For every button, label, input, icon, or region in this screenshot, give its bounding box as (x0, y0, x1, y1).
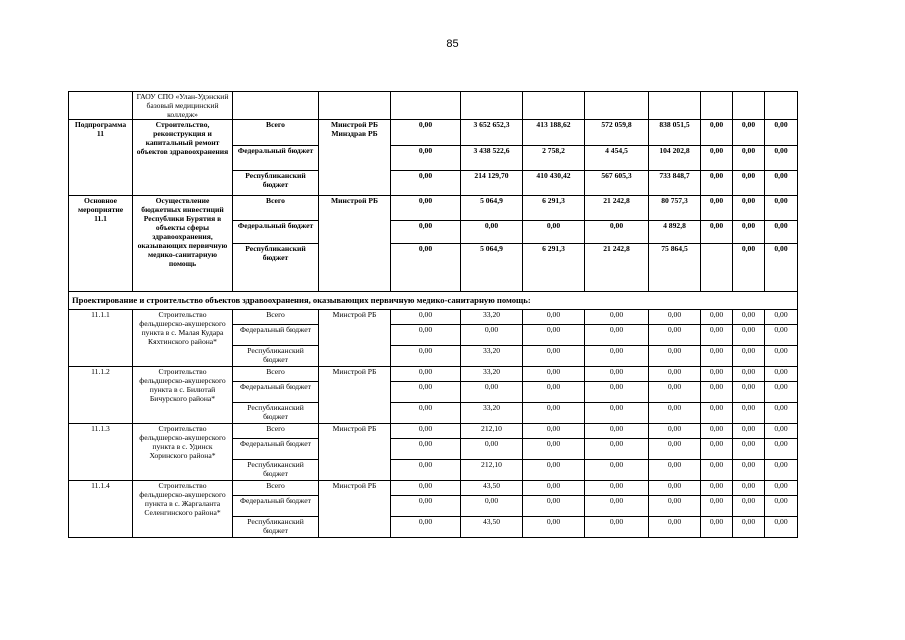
value-cell: 0,00 (765, 221, 798, 244)
value-cell: 0,00 (391, 310, 461, 325)
value-cell: 0,00 (523, 460, 585, 481)
row-code-cell: Подпрограмма 11 (69, 120, 133, 196)
value-cell: 0,00 (701, 196, 733, 221)
value-cell: 0,00 (765, 382, 798, 403)
value-cell: 0,00 (585, 346, 649, 367)
value-cell: 0,00 (765, 196, 798, 221)
value-cell: 0,00 (391, 146, 461, 171)
value-cell: 0,00 (733, 244, 765, 292)
value-cell: 33,20 (461, 403, 523, 424)
value-cell: 0,00 (391, 460, 461, 481)
value-cell (701, 244, 733, 292)
value-cell: 0,00 (391, 120, 461, 146)
value-cell: 0,00 (649, 310, 701, 325)
funding-source-cell: Республиканский бюджет (233, 171, 319, 196)
value-cell: 0,00 (585, 517, 649, 538)
value-cell: 0,00 (701, 517, 733, 538)
funding-source-cell: Всего (233, 481, 319, 496)
value-cell: 0,00 (733, 367, 765, 382)
value-cell: 75 864,5 (649, 244, 701, 292)
value-cell: 2 758,2 (523, 146, 585, 171)
value-cell: 0,00 (733, 196, 765, 221)
value-cell: 0,00 (733, 171, 765, 196)
value-cell: 0,00 (733, 460, 765, 481)
value-cell: 0,00 (585, 325, 649, 346)
value-cell: 0,00 (733, 424, 765, 439)
value-cell: 733 848,7 (649, 171, 701, 196)
executor-cell: Минстрой РБ (319, 481, 391, 538)
value-cell: 33,20 (461, 310, 523, 325)
executor-cell: Минстрой РБ (319, 424, 391, 481)
value-cell: 0,00 (649, 439, 701, 460)
value-cell: 212,10 (461, 460, 523, 481)
value-cell: 0,00 (461, 221, 523, 244)
value-cell: 0,00 (523, 517, 585, 538)
value-cell: 0,00 (461, 496, 523, 517)
funding-source-cell: Республиканский бюджет (233, 346, 319, 367)
value-cell: 0,00 (523, 367, 585, 382)
value-cell: 0,00 (391, 171, 461, 196)
value-cell: 0,00 (649, 382, 701, 403)
value-cell: 0,00 (701, 382, 733, 403)
value-cell: 0,00 (649, 367, 701, 382)
value-cell: 212,10 (461, 424, 523, 439)
value-cell: 43,50 (461, 517, 523, 538)
value-cell: 0,00 (733, 310, 765, 325)
value-cell: 0,00 (733, 146, 765, 171)
value-cell: 0,00 (701, 481, 733, 496)
value-cell: 0,00 (523, 424, 585, 439)
value-cell: 0,00 (733, 439, 765, 460)
funding-source-cell: Всего (233, 424, 319, 439)
value-cell: 0,00 (585, 403, 649, 424)
value-cell: 0,00 (701, 496, 733, 517)
budget-table (68, 91, 798, 538)
value-cell: 0,00 (391, 496, 461, 517)
executor-cell: Минстрой РБ (319, 310, 391, 367)
value-cell: 0,00 (733, 120, 765, 146)
value-cell: 0,00 (733, 481, 765, 496)
value-cell: 0,00 (701, 460, 733, 481)
row-name-cell: Строительство, реконструкция и капитальный ремонт объектов здравоохранения (133, 120, 233, 196)
value-cell: 0,00 (649, 346, 701, 367)
value-cell: 104 202,8 (649, 146, 701, 171)
value-cell: 0,00 (523, 221, 585, 244)
value-cell: 410 430,42 (523, 171, 585, 196)
value-cell: 0,00 (701, 221, 733, 244)
value-cell: 0,00 (701, 439, 733, 460)
value-cell: 0,00 (391, 424, 461, 439)
value-cell: 0,00 (391, 244, 461, 292)
funding-source-cell: Республиканский бюджет (233, 460, 319, 481)
value-cell: 0,00 (733, 221, 765, 244)
value-cell: 0,00 (585, 481, 649, 496)
funding-source-cell: Федеральный бюджет (233, 325, 319, 346)
value-cell: 0,00 (765, 367, 798, 382)
value-cell: 0,00 (523, 403, 585, 424)
value-cell: 0,00 (649, 496, 701, 517)
table-row (69, 424, 798, 439)
value-cell: 0,00 (765, 481, 798, 496)
value-cell: 0,00 (733, 325, 765, 346)
value-cell: 5 064,9 (461, 196, 523, 221)
value-cell: 0,00 (701, 171, 733, 196)
value-cell: 0,00 (391, 382, 461, 403)
value-cell: 0,00 (701, 120, 733, 146)
value-cell: 0,00 (701, 346, 733, 367)
value-cell: 33,20 (461, 346, 523, 367)
value-cell: 0,00 (765, 120, 798, 146)
value-cell: 0,00 (391, 367, 461, 382)
value-cell: 214 129,70 (461, 171, 523, 196)
value-cell: 0,00 (585, 382, 649, 403)
value-cell: 0,00 (523, 325, 585, 346)
value-cell: 0,00 (765, 424, 798, 439)
funding-source-cell: Федеральный бюджет (233, 382, 319, 403)
funding-source-cell: Республиканский бюджет (233, 244, 319, 292)
value-cell: 0,00 (523, 346, 585, 367)
table-row (69, 120, 798, 146)
value-cell: 4 454,5 (585, 146, 649, 171)
row-code-cell: 11.1.2 (69, 367, 133, 424)
value-cell: 3 652 652,3 (461, 120, 523, 146)
value-cell: 0,00 (391, 481, 461, 496)
value-cell: 413 188,62 (523, 120, 585, 146)
value-cell: 0,00 (649, 517, 701, 538)
value-cell: 0,00 (523, 496, 585, 517)
funding-source-cell: Всего (233, 120, 319, 146)
value-cell: 0,00 (701, 146, 733, 171)
value-cell: 4 892,8 (649, 221, 701, 244)
value-cell: 0,00 (391, 517, 461, 538)
value-cell: 0,00 (649, 424, 701, 439)
value-cell: 0,00 (585, 367, 649, 382)
value-cell: 0,00 (523, 310, 585, 325)
table-row (69, 367, 798, 382)
value-cell: 0,00 (523, 481, 585, 496)
funding-source-cell: Республиканский бюджет (233, 403, 319, 424)
value-cell: 0,00 (461, 325, 523, 346)
executor-cell: Минстрой РБ Минздрав РБ (319, 120, 391, 196)
value-cell: 0,00 (391, 439, 461, 460)
value-cell: 0,00 (585, 496, 649, 517)
funding-source-cell: Федеральный бюджет (233, 221, 319, 244)
value-cell: 0,00 (765, 244, 798, 292)
value-cell: 21 242,8 (585, 196, 649, 221)
executor-cell: Минстрой РБ (319, 196, 391, 292)
value-cell: 0,00 (585, 310, 649, 325)
value-cell: 0,00 (701, 403, 733, 424)
value-cell: 0,00 (461, 382, 523, 403)
value-cell: 5 064,9 (461, 244, 523, 292)
value-cell: 43,50 (461, 481, 523, 496)
funding-source-cell: Республиканский бюджет (233, 517, 319, 538)
value-cell: 0,00 (649, 325, 701, 346)
value-cell: 0,00 (701, 367, 733, 382)
row-code-cell: 11.1.4 (69, 481, 133, 538)
value-cell: 0,00 (701, 310, 733, 325)
value-cell: 0,00 (765, 517, 798, 538)
value-cell: 0,00 (733, 346, 765, 367)
value-cell: 0,00 (649, 403, 701, 424)
row-name-cell: Строительство фельдшерско-акушерского пункта в с. Удинск Хоринского района* (133, 424, 233, 481)
value-cell: 0,00 (765, 171, 798, 196)
value-cell: 0,00 (765, 325, 798, 346)
table-row (69, 92, 798, 120)
funding-source-cell: Всего (233, 367, 319, 382)
value-cell: 0,00 (733, 403, 765, 424)
value-cell: 0,00 (765, 346, 798, 367)
funding-source-cell: Федеральный бюджет (233, 439, 319, 460)
value-cell: 0,00 (391, 325, 461, 346)
value-cell: 0,00 (461, 439, 523, 460)
funding-source-cell: Всего (233, 196, 319, 221)
row-code-cell: 11.1.1 (69, 310, 133, 367)
value-cell: 80 757,3 (649, 196, 701, 221)
value-cell: 0,00 (649, 460, 701, 481)
value-cell: 6 291,3 (523, 244, 585, 292)
value-cell: 33,20 (461, 367, 523, 382)
value-cell: 567 605,3 (585, 171, 649, 196)
value-cell: 0,00 (585, 439, 649, 460)
value-cell: 0,00 (391, 221, 461, 244)
value-cell: 0,00 (733, 382, 765, 403)
value-cell: 0,00 (765, 310, 798, 325)
value-cell: 0,00 (701, 424, 733, 439)
value-cell: 0,00 (391, 403, 461, 424)
value-cell: 0,00 (523, 439, 585, 460)
funding-source-cell: Всего (233, 310, 319, 325)
value-cell: 0,00 (649, 481, 701, 496)
executor-cell: Минстрой РБ (319, 367, 391, 424)
value-cell: 0,00 (523, 382, 585, 403)
value-cell: 572 059,8 (585, 120, 649, 146)
value-cell: 838 051,5 (649, 120, 701, 146)
row-name-cell: Строительство фельдшерско-акушерского пункта в с. Малая Кудара Кяхтинского района* (133, 310, 233, 367)
value-cell: 6 291,3 (523, 196, 585, 221)
value-cell: 3 438 522,6 (461, 146, 523, 171)
section-row (69, 292, 798, 310)
value-cell: 0,00 (701, 325, 733, 346)
value-cell: 0,00 (585, 221, 649, 244)
row-name-cell: Осуществление бюджетных инвестиций Республики Бурятия в объекты сферы здравоохранения, оказывающих первичную медико-санитарную помощь (133, 196, 233, 292)
funding-source-cell: Федеральный бюджет (233, 496, 319, 517)
section-title: Проектирование и строительство объектов здравоохранения, оказывающих первичную медико-санитарную помощь: (69, 292, 798, 310)
value-cell: 0,00 (391, 346, 461, 367)
value-cell: 0,00 (765, 146, 798, 171)
value-cell: 0,00 (391, 196, 461, 221)
value-cell: 0,00 (765, 496, 798, 517)
org-name-cell: ГАОУ СПО «Улан-Удэнский базовый медицинский колледж» (133, 92, 233, 120)
value-cell: 0,00 (765, 403, 798, 424)
value-cell: 0,00 (733, 496, 765, 517)
row-name-cell: Строительство фельдшерско-акушерского пункта в с. Жаргаланта Селенгинского района* (133, 481, 233, 538)
value-cell: 0,00 (765, 460, 798, 481)
row-code-cell: Основное мероприятие 11.1 (69, 196, 133, 292)
value-cell: 21 242,8 (585, 244, 649, 292)
table-row (69, 481, 798, 496)
page-number: 85 (446, 38, 459, 50)
funding-source-cell: Федеральный бюджет (233, 146, 319, 171)
row-name-cell: Строительство фельдшерско-акушерского пункта в с. Билютай Бичурского района* (133, 367, 233, 424)
value-cell: 0,00 (585, 460, 649, 481)
row-code-cell: 11.1.3 (69, 424, 133, 481)
table-row (69, 196, 798, 221)
value-cell: 0,00 (585, 424, 649, 439)
table-row (69, 310, 798, 325)
value-cell: 0,00 (733, 517, 765, 538)
value-cell: 0,00 (765, 439, 798, 460)
